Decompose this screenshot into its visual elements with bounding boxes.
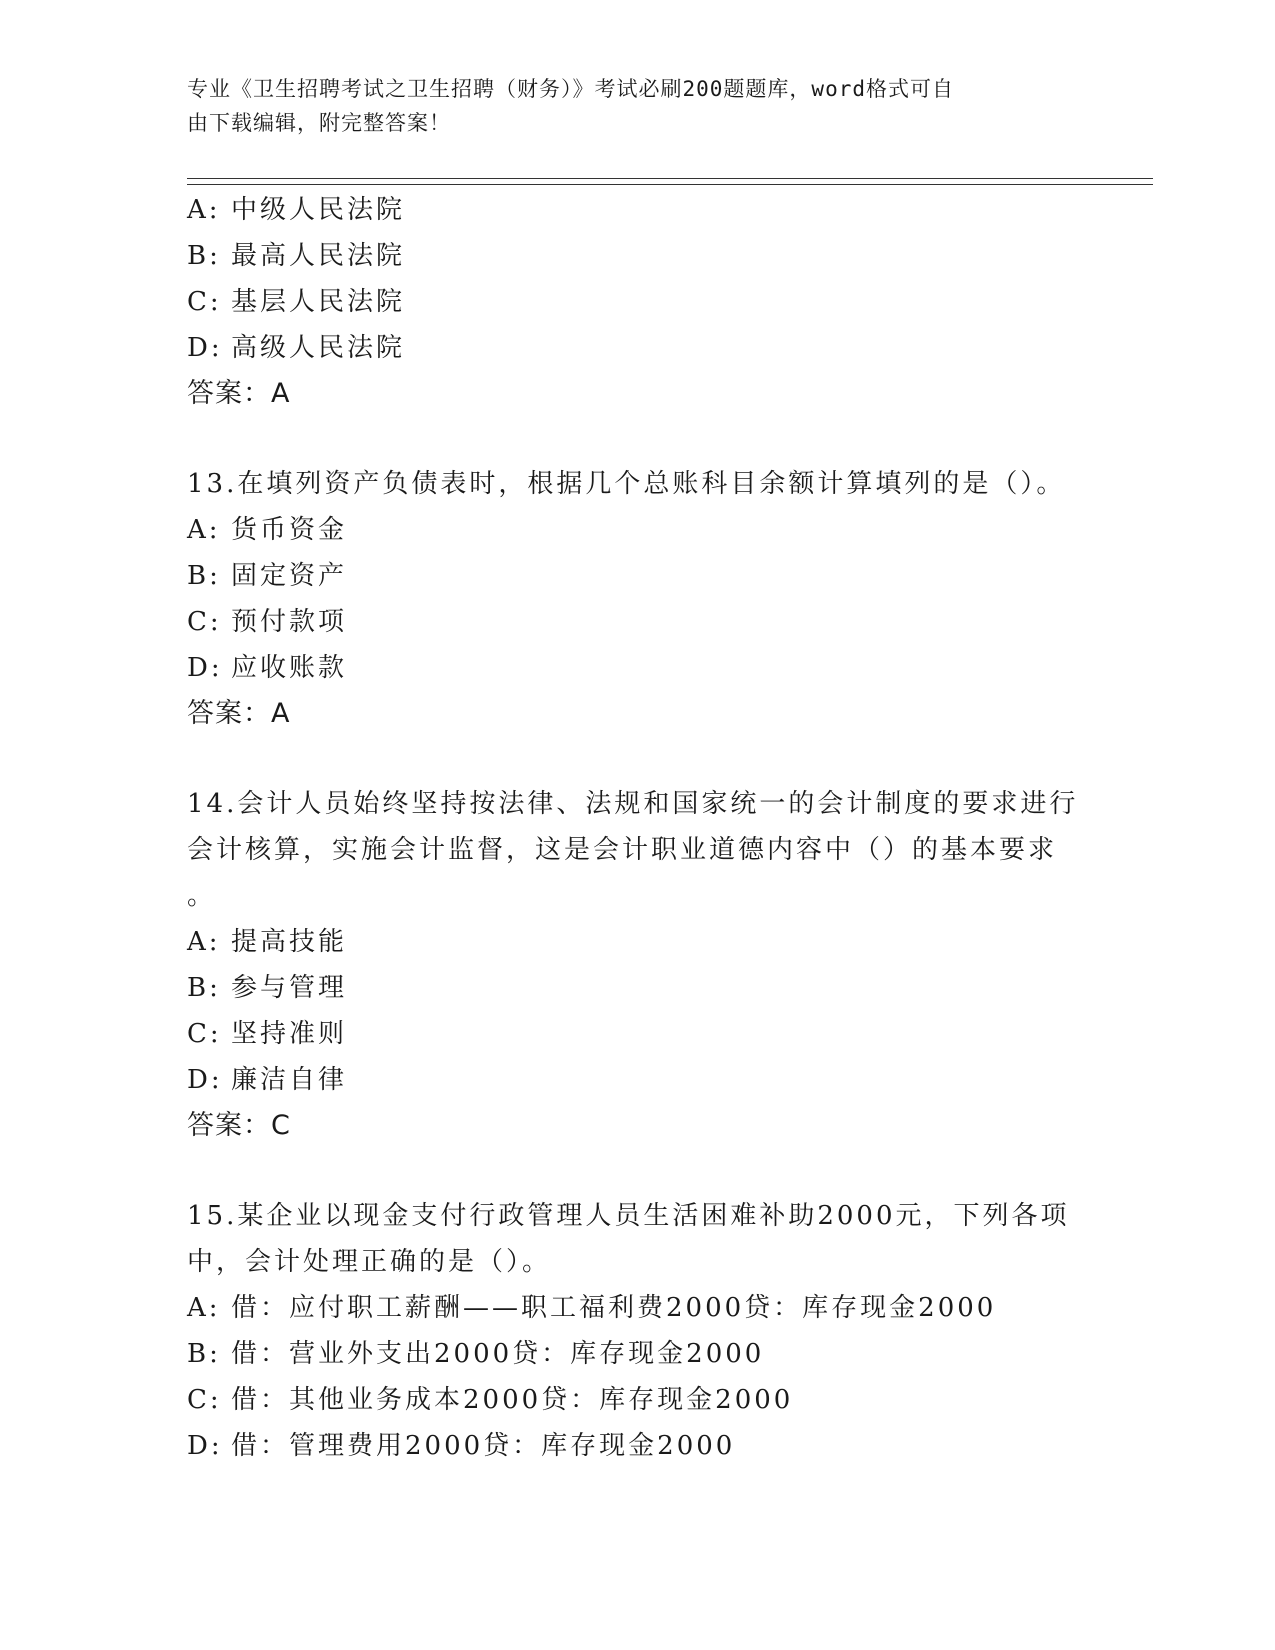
document-header — [187, 72, 1067, 140]
option-label: A: — [187, 927, 221, 957]
option-text: 借：营业外支出2000贷：库存现金2000 — [231, 1339, 765, 1369]
option-label: A: — [187, 195, 221, 225]
option-b — [187, 233, 1087, 279]
question-14 — [187, 781, 1087, 1149]
question-13 — [187, 461, 1087, 737]
option-text: 借：其他业务成本2000贷：库存现金2000 — [231, 1385, 794, 1415]
option-label: A: — [187, 1293, 221, 1323]
option-a — [187, 507, 1087, 553]
question-stem-line-2: 会计核算，实施会计监督，这是会计职业道德内容中（）的基本要求 — [187, 835, 1058, 865]
answer-label: 答案：A — [187, 378, 291, 409]
option-d — [187, 645, 1087, 691]
option-label: D: — [187, 653, 223, 683]
spacer — [187, 1149, 1087, 1193]
option-a — [187, 187, 1087, 233]
option-label: C: — [187, 287, 222, 317]
question-stem-line-2: 中，会计处理正确的是（）。 — [187, 1247, 552, 1277]
option-label: D: — [187, 1431, 223, 1461]
option-label: B: — [187, 973, 221, 1003]
option-c — [187, 279, 1087, 325]
option-text: 最高人民法院 — [231, 241, 406, 271]
option-text: 中级人民法院 — [231, 195, 406, 225]
question-12-options — [187, 187, 1087, 417]
header-line-2: 由下载编辑，附完整答案！ — [187, 111, 451, 135]
option-b — [187, 1331, 1087, 1377]
option-a — [187, 919, 1087, 965]
header-divider — [187, 178, 1153, 185]
option-label: A: — [187, 515, 221, 545]
option-label: C: — [187, 1385, 222, 1415]
option-text: 廉洁自律 — [231, 1065, 348, 1095]
option-text: 借：管理费用2000贷：库存现金2000 — [231, 1431, 736, 1461]
question-stem-line-1: 15.某企业以现金支付行政管理人员生活困难补助2000元，下列各项 — [187, 1201, 1070, 1231]
answer-label: 答案：C — [187, 1110, 291, 1141]
question-stem: 13.在填列资产负债表时，根据几个总账科目余额计算填列的是（）。 — [187, 469, 1066, 499]
option-text: 固定资产 — [231, 561, 348, 591]
spacer — [187, 417, 1087, 461]
option-label: B: — [187, 241, 221, 271]
option-b — [187, 965, 1087, 1011]
option-label: D: — [187, 333, 223, 363]
option-d — [187, 1057, 1087, 1103]
option-b — [187, 553, 1087, 599]
spacer — [187, 737, 1087, 781]
option-text: 坚持准则 — [231, 1019, 348, 1049]
answer-label: 答案：A — [187, 698, 291, 729]
option-text: 高级人民法院 — [231, 333, 406, 363]
option-text: 提高技能 — [231, 927, 348, 957]
option-label: D: — [187, 1065, 223, 1095]
option-d — [187, 1423, 1087, 1469]
option-a — [187, 1285, 1087, 1331]
option-d — [187, 325, 1087, 371]
question-stem-line-1: 14.会计人员始终坚持按法律、法规和国家统一的会计制度的要求进行 — [187, 789, 1079, 819]
option-text: 借：应付职工薪酬——职工福利费2000贷：库存现金2000 — [231, 1293, 997, 1323]
question-15 — [187, 1193, 1087, 1469]
option-label: B: — [187, 561, 221, 591]
question-stem-line-3: 。 — [187, 881, 217, 911]
option-text: 基层人民法院 — [231, 287, 406, 317]
option-c — [187, 1011, 1087, 1057]
option-label: C: — [187, 1019, 222, 1049]
option-c — [187, 599, 1087, 645]
option-label: C: — [187, 607, 222, 637]
option-text: 应收账款 — [231, 653, 348, 683]
option-c — [187, 1377, 1087, 1423]
option-text: 参与管理 — [231, 973, 348, 1003]
question-content — [187, 187, 1087, 1469]
option-text: 预付款项 — [231, 607, 348, 637]
option-text: 货币资金 — [231, 515, 348, 545]
option-label: B: — [187, 1339, 221, 1369]
header-line-1: 专业《卫生招聘考试之卫生招聘（财务）》考试必刷200题题库，word格式可自 — [187, 77, 954, 101]
